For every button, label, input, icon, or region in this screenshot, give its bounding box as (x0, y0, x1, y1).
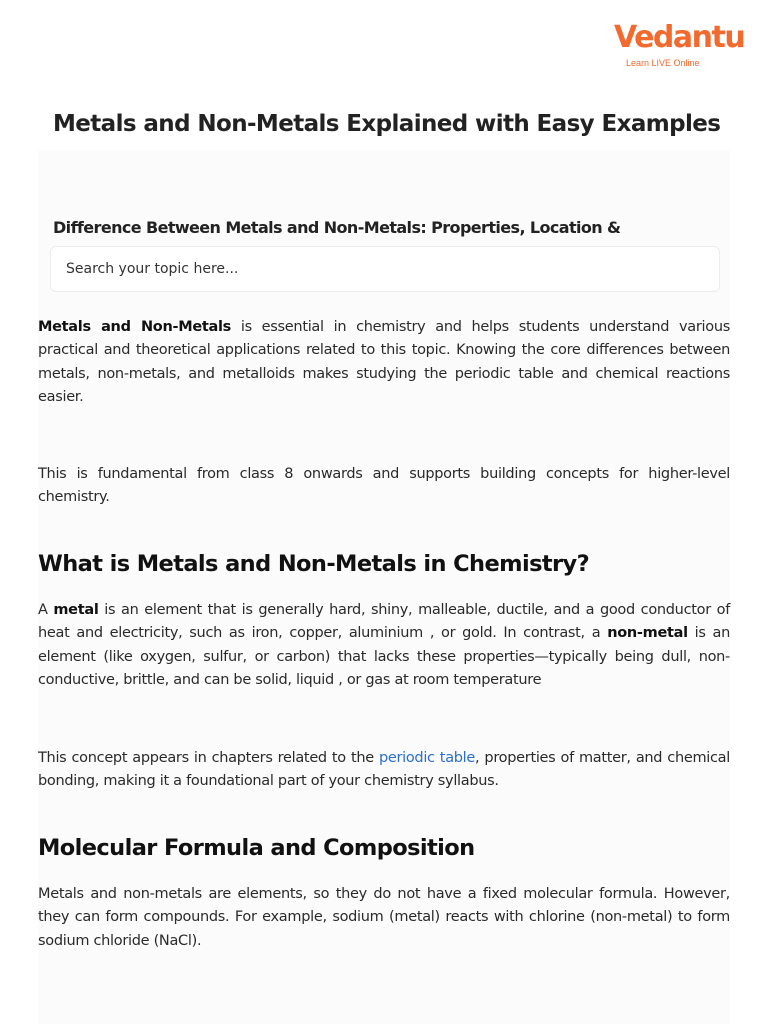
periodic-table-link[interactable]: periodic table (378, 750, 476, 766)
search-box[interactable] (50, 246, 720, 292)
logo-wordmark: Vedantu (614, 20, 745, 55)
section-heading-molecular-formula: Molecular Formula and Composition (38, 835, 475, 861)
section-heading-what-is: What is Metals and Non-Metals in Chemistry? (38, 551, 590, 577)
term-non-metal: non-metal (607, 625, 688, 642)
logo-tagline: Learn LIVE Online (626, 58, 700, 68)
page-title: Metals and Non-Metals Explained with Easy Examples (53, 111, 721, 137)
intro-bold-term: Metals and Non-Metals (38, 319, 231, 335)
molecular-formula-paragraph: Metals and non-metals are elements, so they do not have a fixed molecular formula. However, they can form compounds. For example, sodium (metal) reacts with chlorine (non-metal) to form sodium chloride (NaCl). (38, 886, 730, 949)
chapters-text-a: This concept appears in chapters related to the (38, 750, 379, 766)
term-metal: metal (53, 602, 99, 618)
chapters-text-b: , properties of matter, and chemical bonding, making it a foundational part of your chemistry syllabus. (38, 750, 730, 790)
page-subtitle: Difference Between Metals and Non-Metals: Properties, Location & (53, 218, 621, 237)
definition-text-b: is an element that is generally hard, shiny, malleable, ductile, and a good conductor of heat and electricity, such as iron, copper, aluminium , or gold. In contrast, a (38, 602, 730, 642)
definition-text-a: A (38, 602, 54, 618)
search-input[interactable] (51, 247, 719, 291)
definition-paragraph (38, 599, 730, 692)
intro-paragraph (38, 316, 730, 409)
intro-text: is essential in chemistry and helps students understand various practical and theoretical applications related to this topic. Knowing the core differences between metals, non-metals, and metalloids makes studying the periodic table and chemical reactions easier. (38, 319, 730, 405)
intro-paragraph-2: This is fundamental from class 8 onwards and supports building concepts for higher-level chemistry. (38, 466, 730, 506)
vedantu-logo[interactable] (610, 20, 745, 72)
chapters-paragraph (38, 747, 730, 794)
definition-text-c: is an element (like oxygen, sulfur, or carbon) that lacks these properties—typically being dull, non-conductive, brittle, and can be solid, liquid , or gas at room temperature (38, 625, 730, 688)
